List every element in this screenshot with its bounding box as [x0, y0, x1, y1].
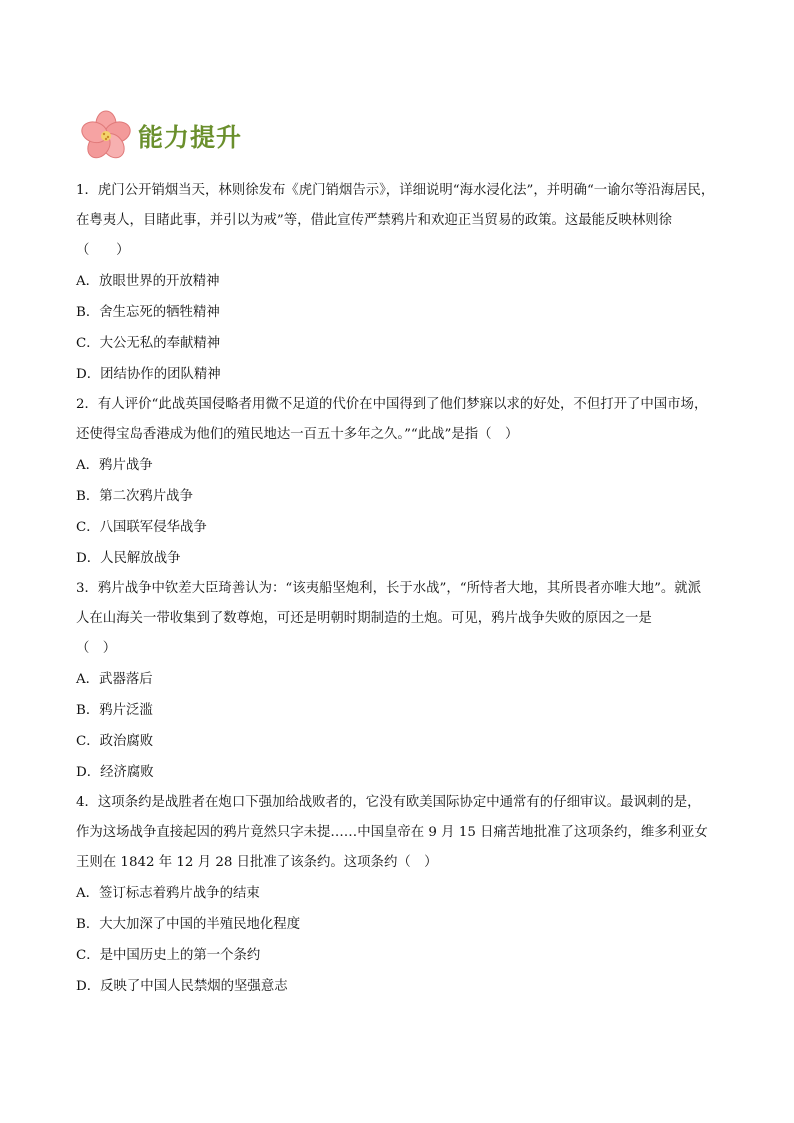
question-2 [76, 396, 726, 568]
question-stem-line: 在粤夷人，目睹此事，并引以为戒”等，借此宣传严禁鸦片和欢迎正当贸易的政策。这最能反映林则徐 [76, 213, 673, 228]
flower-icon [78, 108, 134, 164]
question-stem-line: （ ） [76, 243, 130, 258]
option-b: B．鸦片泛滥 [76, 703, 153, 718]
question-stem-line: 4．这项条约是战胜者在炮口下强加给战败者的，它没有欧美国际协定中通常有的仔细审议。最讽刺的是， [76, 795, 701, 810]
option-a: A．放眼世界的开放精神 [76, 274, 220, 289]
question-stem-line: 人在山海关一带收集到了数尊炮，可还是明朝时期制造的土炮。可见，鸦片战争失败的原因之一是 [76, 611, 652, 626]
option-c: C．八国联军侵华战争 [76, 520, 207, 535]
option-a: A．鸦片战争 [76, 458, 153, 473]
option-c: C．政治腐败 [76, 734, 154, 749]
question-4 [76, 794, 726, 996]
question-stem-line: 还使得宝岛香港成为他们的殖民地达一百五十多年之久。”“此战”是指（ ） [76, 427, 519, 442]
question-stem-line: 1．虎门公开销烟当天，林则徐发布《虎门销烟告示》，详细说明“海水浸化法”，并明确“一谕尔等沿海居民， [76, 183, 715, 198]
option-d: D．反映了中国人民禁烟的坚强意志 [76, 979, 288, 994]
option-b: B．第二次鸦片战争 [76, 489, 193, 504]
question-3 [76, 580, 726, 782]
question-stem-line: 作为这场战争直接起因的鸦片竟然只字未提……中国皇帝在 9 月 15 日痛苦地批准了这项条约，维多利亚女 [76, 825, 708, 840]
section-header [78, 108, 242, 164]
option-a: A．武器落后 [76, 672, 153, 687]
option-b: B．舍生忘死的牺牲精神 [76, 305, 220, 320]
option-d: D．团结协作的团队精神 [76, 367, 221, 382]
question-list [76, 182, 726, 996]
question-1 [76, 182, 726, 384]
question-stem-line: 2．有人评价“此战英国侵略者用微不足道的代价在中国得到了他们梦寐以求的好处，不但打开了中国市场， [76, 397, 708, 412]
option-b: B．大大加深了中国的半殖民地化程度 [76, 917, 301, 932]
option-d: D．人民解放战争 [76, 551, 181, 566]
option-a: A．签订标志着鸦片战争的结束 [76, 886, 260, 901]
option-c: C．是中国历史上的第一个条约 [76, 948, 261, 963]
section-title: 能力提升 [138, 123, 243, 152]
question-stem-line: （ ） [76, 641, 117, 656]
question-stem-line: 王则在 1842 年 12 月 28 日批准了该条约。这项条约（ ） [76, 855, 438, 870]
option-d: D．经济腐败 [76, 765, 154, 780]
option-c: C．大公无私的奉献精神 [76, 336, 221, 351]
question-stem-line: 3．鸦片战争中钦差大臣琦善认为：“该夷船坚炮利，长于水战”，“所恃者大地，其所畏者亦唯大地”。就派 [76, 581, 702, 596]
